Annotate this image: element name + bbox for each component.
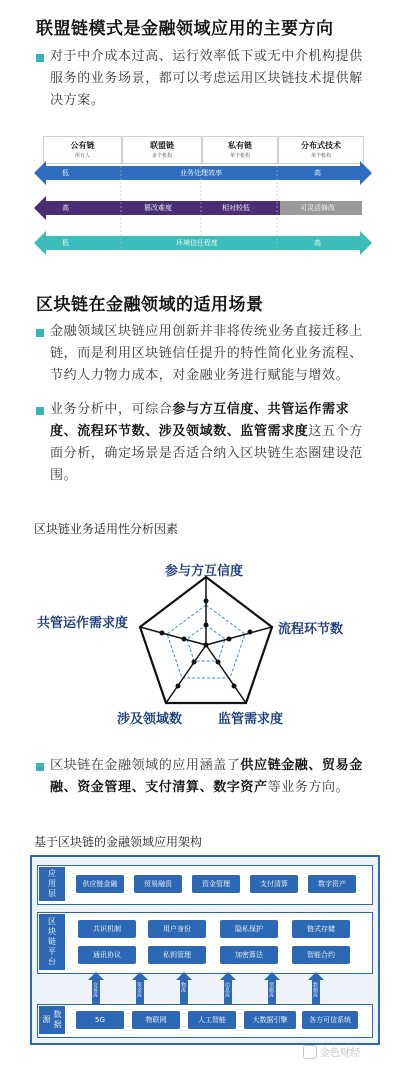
chip-5g: 5G [76,1011,124,1029]
radar-label-process: 流程环节数 [278,622,344,637]
chip-protocol: 通讯协议 [78,946,136,964]
section-title-scenarios: 区块链在金融领域的适用场景 [36,295,264,315]
chip-supply-chain: 供应链金融 [76,875,124,893]
watermark: 金色财经 [320,1048,360,1059]
bullet-marker [36,407,44,415]
chip-fund-mgmt: 资金管理 [192,875,240,893]
watermark-logo-icon [303,1045,317,1059]
chain-type-name: 分布式技术 [301,141,341,150]
radar-title: 区块链业务适用性分析因素 [34,522,179,536]
bullet-marker [36,329,44,337]
tamper-label: 篡改难度 [144,204,172,212]
applications-text-end: 等业务方向。 [267,780,350,795]
chip-chain-storage: 链式存储 [292,920,350,938]
efficiency-label: 业务处理效率 [180,169,222,177]
chip-identity: 用户身份 [148,920,206,938]
arch-side-app: 应用层 [39,867,65,901]
tamper-tail-label: 可灵活修改 [300,204,335,212]
paragraph-alliance: 对于中介成本过高、运行效率低下或无中介机构提供服务的业务场景，都可以考虑运用区块链技术提供解决方案。 [50,49,363,108]
chip-encryption: 加密算法 [220,946,278,964]
chain-type-sub: 所有人 [74,153,90,159]
analysis-text: 业务分析中，可综合 [50,402,173,417]
chip-privacy: 隐私保护 [220,920,278,938]
tamper-mid-label: 相对较低 [222,204,250,212]
chain-type-sub: 单个机构 [229,153,250,159]
trust-high-label: 高 [314,239,321,247]
analysis-factors: 参与方互信度、共管运作需求度、流程环节数、涉及领域数、监管需求度 [50,402,350,439]
chip-bigdata: 大数据引擎 [244,1011,296,1029]
arch-side-platform: 区块链平台 [39,914,65,970]
tamper-high-label: 高 [62,204,69,212]
chain-type-name: 联盟链 [150,141,174,150]
chain-type-name: 私有链 [228,141,252,150]
trust-label: 环境信任程度 [176,239,218,247]
chip-trusted-systems: 各方可信系统 [302,1011,358,1029]
radar-label-trust: 参与方互信度 [165,564,244,579]
flow-label: 交易流 [92,982,98,997]
applications-text: 区块链在金融领域的应用涵盖了 [50,758,241,773]
efficiency-high-label: 高 [314,169,321,177]
flow-label: 信息流 [224,982,230,997]
radar-label-regulation: 监管需求度 [218,712,284,727]
chip-payment: 支付清算 [250,875,298,893]
flow-label: 物流 [180,982,186,992]
radar-label-domains: 涉及领域数 [117,712,183,727]
chip-key-mgmt: 私钥管理 [148,946,206,964]
applications-directions: 供应链金融、贸易金融、资金管理、支付清算、数字资产 [50,758,363,795]
chip-iot: 物联网 [132,1011,180,1029]
chip-digital-asset: 数字资产 [308,875,356,893]
chip-consensus: 共识机制 [78,920,136,938]
flow-label: 票据流 [268,982,274,997]
arch-title: 基于区块链的金融领域应用架构 [34,835,203,849]
paragraph-applications [50,755,370,799]
trust-low-label: 低 [62,239,69,247]
comparison-arrows [0,0,400,270]
arch-side-data: 数据源 [39,1006,65,1034]
flow-label: 数据流 [312,982,318,997]
chip-smart-contract: 智能合约 [292,946,350,964]
chain-type-sub: 多个机构 [151,153,172,159]
radar-label-comanage: 共管运作需求度 [37,616,129,631]
paragraph-scenarios: 金融领域区块链应用创新并非将传统业务直接迁移上链，而是利用区块链信任提升的特性简化业务流程、节约人力物力成本，对金融业务进行赋能与增效。 [50,324,363,383]
analysis-text-end: 这五个方面分析，确定场景是否适合纳入区块链生态圈建设范围。 [50,424,363,483]
chain-type-name: 公有链 [70,141,95,150]
chain-type-sub: 单个机构 [310,153,331,159]
bullet-marker [36,763,44,771]
chip-trade-finance: 贸易融资 [134,875,182,893]
efficiency-low-label: 低 [62,169,69,177]
chip-ai: 人工智能 [188,1011,236,1029]
paragraph-analysis [50,399,370,487]
section-title-alliance-chain: 联盟链模式是金融领域应用的主要方向 [36,19,334,39]
flow-label: 资金流 [136,982,142,997]
